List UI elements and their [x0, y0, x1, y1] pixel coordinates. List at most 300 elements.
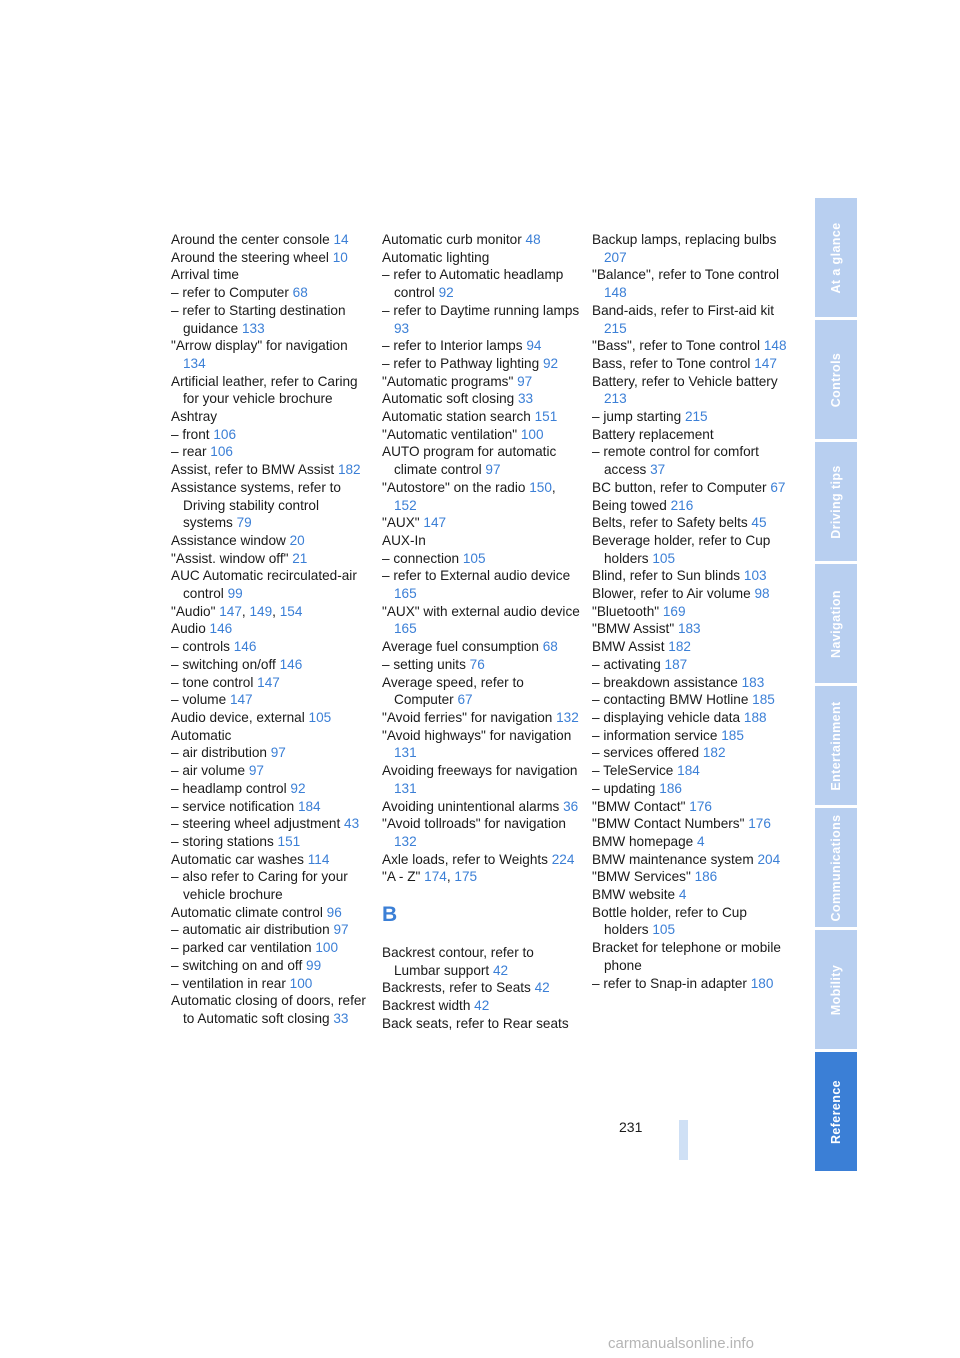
entry-text: Band-aids, refer to First-aid kit [592, 302, 775, 318]
index-entry [171, 479, 371, 532]
page-separator: , [551, 479, 556, 495]
entry-text: – jump starting [592, 409, 685, 425]
page-ref-link[interactable]: 105 [308, 709, 332, 725]
page-ref-link[interactable]: 134 [183, 355, 206, 371]
page-ref-link[interactable]: 20 [289, 532, 305, 548]
entry-text: Blower, refer to Air volume [592, 586, 755, 602]
entry-text: "Avoid tollroads" for navigation [382, 816, 566, 832]
index-entry [592, 939, 792, 974]
entry-text: Automatic car washes [171, 851, 308, 867]
entry-text: Ashtray [171, 409, 218, 425]
page-ref-link[interactable]: 67 [770, 479, 786, 495]
page-ref-link[interactable]: 182 [337, 462, 361, 478]
index-entry [382, 1015, 582, 1033]
index-entry [171, 957, 371, 975]
entry-text: – TeleService [592, 763, 678, 779]
index-entry [382, 373, 582, 391]
entry-text: Being towed [592, 497, 671, 513]
page-ref-link[interactable]: 94 [526, 338, 542, 354]
index-entry [382, 868, 582, 886]
page-ref-link[interactable]: 100 [289, 975, 313, 991]
index-entry [592, 709, 792, 727]
page-ref-link[interactable]: 97 [270, 745, 286, 761]
index-entry [171, 691, 371, 709]
page-ref-link[interactable]: 92 [438, 285, 454, 301]
page-ref-link[interactable]: 183 [677, 621, 701, 637]
index-entry [171, 249, 371, 267]
index-entry [592, 497, 792, 515]
index-entry [592, 727, 792, 745]
index-entry [171, 284, 371, 302]
page-ref-link[interactable]: 184 [297, 798, 321, 814]
index-entry [592, 886, 792, 904]
entry-text: Around the center console [171, 232, 334, 247]
page-ref-link[interactable]: 147 [257, 674, 280, 690]
index-entry [592, 762, 792, 780]
index-entry [382, 674, 582, 709]
entry-text: – information service [592, 727, 722, 743]
page-ref-link[interactable]: 188 [743, 709, 767, 725]
entry-text: "A - Z" [382, 869, 425, 885]
entry-text: Avoiding freeways for navigation [382, 763, 578, 779]
page-ref-link[interactable]: 133 [241, 320, 265, 336]
index-entry [382, 798, 582, 816]
page-ref-link[interactable]: 14 [333, 232, 349, 247]
index-entry [171, 762, 371, 780]
index-entry [171, 337, 371, 372]
tab-label: Reference [829, 1079, 843, 1144]
index-entry [382, 355, 582, 373]
page-ref-link[interactable]: 106 [213, 426, 237, 442]
page-ref-link[interactable]: 105 [462, 550, 486, 566]
page-ref-link[interactable]: 76 [469, 656, 485, 672]
page-ref-link[interactable]: 92 [542, 355, 559, 371]
entry-text: "BMW Contact Numbers" [592, 816, 749, 832]
page-ref-link[interactable]: 97 [485, 462, 501, 478]
entry-text: – breakdown assistance [592, 674, 742, 690]
index-entry [171, 266, 371, 284]
page-ref-link[interactable]: 215 [684, 409, 708, 425]
entry-text: Automatic station search [382, 409, 535, 425]
page-ref-link[interactable]: 99 [306, 957, 322, 973]
index-entry [592, 638, 792, 656]
page-ref-link[interactable]: 146 [279, 656, 303, 672]
page-ref-link[interactable]: 154 [279, 603, 303, 619]
page-ref-link[interactable]: 151 [534, 409, 558, 425]
index-entry [592, 355, 792, 373]
tab-label: Communications [829, 814, 843, 921]
entry-text: Backup lamps, replacing bulbs [592, 232, 777, 247]
index-entry [382, 638, 582, 656]
entry-text: Assist, refer to BMW Assist [171, 462, 338, 478]
index-entry [382, 302, 582, 337]
tab-label: Controls [829, 352, 843, 407]
entry-text: – switching on and off [171, 957, 307, 973]
entry-text: AUTO program for automatic climate control [382, 444, 557, 478]
entry-text: – contacting BMW Hotline [592, 692, 753, 708]
page-ref-link[interactable]: 176 [689, 798, 712, 814]
entry-text: "BMW Contact" [592, 798, 690, 814]
index-entry [171, 921, 371, 939]
page-ref-link[interactable]: 150 [529, 479, 552, 495]
index-entry [382, 656, 582, 674]
index-entry [592, 674, 792, 692]
page-ref-link[interactable]: 165 [394, 621, 417, 637]
page-ref-link[interactable]: 148 [763, 338, 787, 354]
entry-text: "BMW Services" [592, 869, 695, 885]
index-entry [592, 479, 792, 497]
entry-text: "Automatic programs" [382, 373, 518, 389]
watermark: carmanualsonline.info [608, 1335, 754, 1352]
entry-text: Average speed, refer to Computer [382, 674, 524, 708]
tab-reference[interactable] [815, 1052, 857, 1171]
index-entry [382, 762, 582, 797]
index-column-3 [592, 231, 792, 992]
page-ref-link[interactable]: 114 [307, 851, 330, 867]
page-ref-link[interactable]: 169 [662, 603, 686, 619]
entry-text: Average fuel consumption [382, 639, 543, 655]
page-ref-link[interactable]: 97 [517, 373, 533, 389]
entry-text: "AUX" [382, 515, 424, 531]
section-heading: B [382, 903, 398, 927]
index-entry [382, 479, 582, 514]
page-ref-link[interactable]: 105 [652, 922, 676, 938]
entry-text: – remote control for comfort access [592, 444, 759, 478]
index-entry [592, 426, 792, 444]
entry-text: – headlamp control [171, 780, 291, 796]
index-entry [592, 833, 792, 851]
entry-text: – updating [592, 780, 660, 796]
index-entry [171, 461, 371, 479]
page-ref-link[interactable]: 4 [678, 887, 687, 903]
entry-text: Belts, refer to Safety belts [592, 515, 752, 531]
page-ref-link[interactable]: 216 [670, 497, 694, 513]
entry-text: BMW website [592, 887, 679, 903]
index-entry [592, 780, 792, 798]
entry-text: – refer to Automatic headlamp control [382, 267, 564, 301]
index-entry [171, 443, 371, 461]
index-entry [592, 656, 792, 674]
page-ref-link[interactable]: 175 [454, 869, 478, 885]
index-entry [171, 426, 371, 444]
entry-text: "AUX" with external audio device [382, 603, 580, 619]
entry-text: – storing stations [171, 833, 278, 849]
entry-text: – refer to Snap-in adapter [592, 975, 751, 991]
index-entry [171, 744, 371, 762]
index-entry [592, 851, 792, 869]
page-ref-link[interactable]: 146 [233, 639, 257, 655]
index-entry [592, 532, 792, 567]
entry-text: "Arrow display" for navigation [171, 338, 348, 354]
index-entry [171, 780, 371, 798]
tab-driving-tips[interactable] [815, 442, 857, 561]
index-entry [171, 868, 371, 903]
index-entry [171, 567, 371, 602]
page-ref-link[interactable]: 10 [332, 249, 348, 265]
entry-text: BMW maintenance system [592, 851, 758, 867]
entry-text: Bracket for telephone or mobile phone [592, 940, 781, 973]
tab-label: Driving tips [829, 464, 843, 539]
entry-text: – steering wheel adjustment [171, 816, 345, 832]
index-entry [171, 674, 371, 692]
entry-text: "Avoid ferries" for navigation [382, 709, 557, 725]
entry-text: – also refer to Caring for your vehicle brochure [171, 869, 348, 903]
page-ref-link[interactable]: 151 [277, 833, 301, 849]
entry-text: BMW Assist [592, 639, 669, 655]
index-entry [382, 426, 582, 444]
entry-text: BC button, refer to Computer [592, 479, 771, 495]
entry-text: – activating [592, 656, 665, 672]
entry-text: – controls [171, 639, 234, 655]
index-entry [171, 709, 371, 727]
tab-entertainment[interactable] [815, 686, 857, 805]
index-entry [592, 567, 792, 585]
page-separator: , [272, 603, 280, 619]
page-ref-link[interactable]: 207 [604, 249, 627, 265]
index-entry [382, 997, 582, 1015]
page-ref-link[interactable]: 184 [677, 763, 700, 779]
page-ref-link[interactable]: 97 [333, 922, 349, 938]
index-entry [171, 550, 371, 568]
page-separator: , [446, 869, 455, 885]
page-ref-link[interactable]: 132 [394, 833, 417, 849]
page-ref-link[interactable]: 224 [551, 851, 575, 867]
index-entry [171, 798, 371, 816]
page-ref-link[interactable]: 187 [664, 656, 688, 672]
entry-text: – switching on/off [171, 656, 280, 672]
page-separator: , [241, 603, 250, 619]
page-ref-link[interactable]: 147 [754, 355, 777, 371]
index-entry [171, 638, 371, 656]
page-ref-link[interactable]: 146 [209, 621, 233, 637]
index-entry [592, 443, 792, 478]
entry-text: AUC Automatic recirculated-air control [171, 568, 357, 602]
page-ref-link[interactable]: 152 [394, 497, 417, 513]
entry-text: Backrests, refer to Seats [382, 980, 535, 996]
tab-communications[interactable] [815, 808, 857, 927]
entry-text: – service notification [171, 798, 298, 814]
page-ref-link[interactable]: 185 [721, 727, 744, 743]
page-number-bar [679, 1120, 688, 1160]
entry-text: – services offered [592, 745, 703, 761]
page-ref-link[interactable]: 93 [394, 320, 410, 336]
index-entry [382, 851, 582, 869]
entry-text: Automatic closing of doors, refer to Automatic soft closing [171, 993, 366, 1026]
page-ref-link[interactable]: 42 [474, 998, 490, 1014]
index-entry [592, 620, 792, 638]
index-entry [592, 585, 792, 603]
page-ref-link[interactable]: 97 [248, 763, 264, 779]
page-ref-link[interactable]: 103 [743, 568, 767, 584]
index-entry [382, 944, 582, 979]
page-ref-link[interactable]: 147 [423, 515, 447, 531]
entry-text: – displaying vehicle data [592, 709, 744, 725]
index-entry [592, 603, 792, 621]
entry-text: Around the steering wheel [171, 249, 333, 265]
index-entry [171, 975, 371, 993]
index-entry [382, 550, 582, 568]
tab-navigation[interactable] [815, 564, 857, 683]
entry-text: Bottle holder, refer to Cup holders [592, 904, 747, 938]
index-entry [592, 815, 792, 833]
entry-text: Automatic [171, 727, 232, 743]
entry-text: Battery replacement [592, 426, 714, 442]
index-entry [171, 532, 371, 550]
page-ref-link[interactable]: 213 [604, 391, 627, 407]
entry-text: – setting units [382, 656, 470, 672]
page-ref-link[interactable]: 96 [326, 904, 342, 920]
page-ref-link[interactable]: 204 [757, 851, 781, 867]
page-ref-link[interactable]: 106 [210, 444, 233, 460]
index-entry [382, 709, 582, 727]
index-entry [592, 266, 792, 301]
page-ref-link[interactable]: 68 [292, 285, 308, 301]
index-entry [171, 851, 371, 869]
index-entry [592, 231, 792, 266]
page-ref-link[interactable]: 176 [748, 816, 771, 832]
index-entry [382, 603, 582, 638]
entry-text: BMW homepage [592, 833, 698, 849]
entry-text: Avoiding unintentional alarms [382, 798, 564, 814]
page-ref-link[interactable]: 165 [394, 586, 417, 602]
page-ref-link[interactable]: 4 [697, 833, 705, 849]
entry-text: – connection [382, 550, 463, 566]
entry-text: – front [171, 426, 214, 442]
index-entry [171, 904, 371, 922]
page-ref-link[interactable]: 215 [604, 320, 627, 336]
page-ref-link[interactable]: 79 [236, 515, 252, 531]
page-ref-link[interactable]: 186 [659, 780, 682, 796]
index-entry [382, 979, 582, 997]
entry-text: Backrest width [382, 998, 475, 1014]
page-ref-link[interactable]: 42 [534, 980, 550, 996]
page-ref-link[interactable]: 45 [751, 515, 767, 531]
index-entry [592, 337, 792, 355]
entry-text: Axle loads, refer to Weights [382, 851, 552, 867]
page-ref-link[interactable]: 182 [702, 745, 726, 761]
entry-text: – refer to Pathway lighting [382, 355, 543, 371]
tab-label: Mobility [829, 964, 843, 1015]
index-entry [592, 302, 792, 337]
page-ref-link[interactable]: 100 [520, 426, 544, 442]
index-entry [592, 691, 792, 709]
index-entry [171, 620, 371, 638]
entry-text: Blind, refer to Sun blinds [592, 568, 744, 584]
page-ref-link[interactable]: 132 [556, 709, 579, 725]
page-ref-link[interactable]: 92 [290, 780, 306, 796]
index-entry [382, 443, 582, 478]
index-entry [171, 408, 371, 426]
tab-mobility[interactable] [815, 930, 857, 1049]
page-ref-link[interactable]: 180 [750, 975, 774, 991]
entry-text: – air volume [171, 763, 249, 779]
entry-text: "BMW Assist" [592, 621, 678, 637]
entry-text: Backrest contour, refer to Lumbar support [382, 945, 534, 978]
entry-text: "Autostore" on the radio [382, 479, 530, 495]
index-entry [592, 798, 792, 816]
index-entry [171, 603, 371, 621]
page-ref-link[interactable]: 174 [424, 869, 447, 885]
page-ref-link[interactable]: 42 [493, 962, 509, 978]
entry-text: "Automatic ventilation" [382, 426, 521, 442]
page-ref-link[interactable]: 131 [394, 780, 417, 796]
entry-text: Automatic lighting [382, 249, 490, 265]
page-ref-link[interactable]: 33 [333, 1010, 349, 1026]
page-ref-link[interactable]: 186 [694, 869, 718, 885]
index-entry [592, 904, 792, 939]
entry-text: – rear [171, 444, 211, 460]
page-ref-link[interactable]: 147 [229, 692, 253, 708]
index-entry [382, 231, 582, 249]
page-ref-link[interactable]: 148 [604, 285, 627, 301]
entry-text: Back seats, refer to Rear seats [382, 1015, 569, 1031]
page-ref-link[interactable]: 100 [315, 940, 339, 956]
page-ref-link[interactable]: 98 [754, 586, 770, 602]
index-entry [592, 408, 792, 426]
page-ref-link[interactable]: 185 [752, 692, 775, 708]
page-ref-link[interactable]: 36 [563, 798, 579, 814]
entry-text: Artificial leather, refer to Caring for your vehicle brochure [171, 373, 358, 407]
entry-text: "Avoid highways" for navigation [382, 727, 572, 743]
tab-controls[interactable] [815, 320, 857, 439]
page-ref-link[interactable]: 21 [292, 550, 308, 566]
index-entry [171, 727, 371, 745]
entry-text: – volume [171, 692, 230, 708]
entry-text: – refer to Computer [171, 285, 293, 301]
index-entry [382, 337, 582, 355]
page-ref-link[interactable]: 43 [344, 816, 360, 832]
entry-text: Automatic soft closing [382, 391, 518, 407]
page-ref-link[interactable]: 131 [394, 745, 417, 761]
entry-text: Bass, refer to Tone control [592, 355, 755, 371]
page-ref-link[interactable]: 105 [652, 550, 676, 566]
index-entry [382, 727, 582, 762]
page-ref-link[interactable]: 182 [668, 639, 691, 655]
index-column-1 [171, 231, 371, 1028]
index-entry [382, 514, 582, 532]
page-number: 231 [619, 1119, 643, 1135]
index-entry [171, 302, 371, 337]
entry-text: AUX-In [382, 532, 426, 548]
page-ref-link[interactable]: 37 [650, 462, 666, 478]
index-entry [382, 390, 582, 408]
page-ref-link[interactable]: 68 [542, 639, 558, 655]
index-entry [592, 868, 792, 886]
page-ref-link[interactable]: 67 [457, 692, 473, 708]
index-entry [382, 567, 582, 602]
page-ref-link[interactable]: 33 [518, 391, 534, 407]
page-ref-link[interactable]: 99 [227, 586, 243, 602]
page-ref-link[interactable]: 149 [249, 603, 273, 619]
page-ref-link[interactable]: 147 [219, 603, 242, 619]
index-entry [171, 656, 371, 674]
entry-text: Audio [171, 621, 210, 637]
entry-text: – refer to Interior lamps [382, 338, 527, 354]
index-entry [382, 408, 582, 426]
index-entry [592, 514, 792, 532]
page-ref-link[interactable]: 48 [525, 232, 541, 247]
entry-text: – automatic air distribution [171, 922, 334, 938]
index-entry [382, 266, 582, 301]
index-entry [171, 939, 371, 957]
entry-text: – parked car ventilation [171, 940, 316, 956]
entry-text: Audio device, external [171, 709, 309, 725]
tab-at-a-glance[interactable] [815, 198, 857, 317]
page-ref-link[interactable]: 183 [741, 674, 765, 690]
section-tabs [815, 198, 857, 1174]
index-entry [382, 532, 582, 550]
entry-text: "Bass", refer to Tone control [592, 338, 764, 354]
